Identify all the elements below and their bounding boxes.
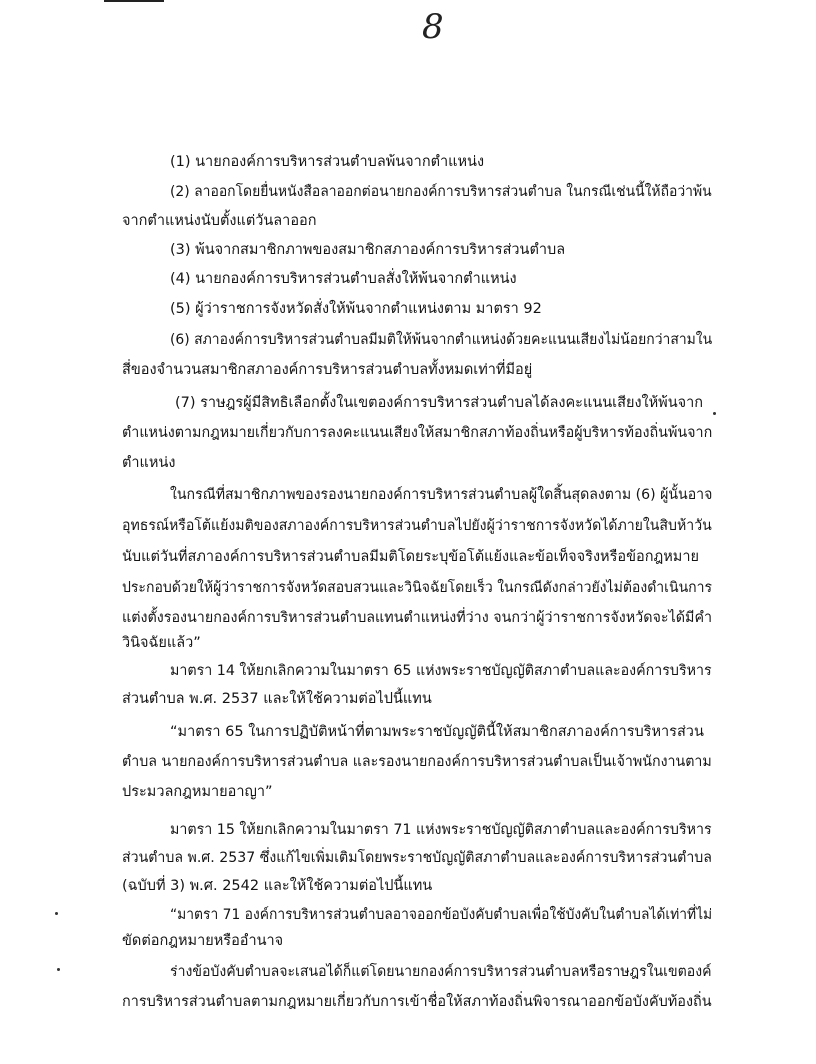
text-line: “มาตรา 65 ในการปฏิบัติหน้าที่ตามพระราชบัญญัตินี้ให้สมาชิกสภาองค์การบริหารส่วน	[170, 724, 704, 740]
text-line: (2) ลาออกโดยยื่นหนังสือลาออกต่อนายกองค์การบริหารส่วนตำบล ในกรณีเช่นนี้ให้ถือว่าพ้น	[170, 184, 712, 200]
text-line: วินิจฉัยแล้ว”	[122, 635, 201, 651]
scan-speck	[57, 968, 60, 971]
text-line: ในกรณีที่สมาชิกภาพของรองนายกองค์การบริหารส่วนตำบลผู้ใดสิ้นสุดลงตาม (6) ผู้นั้นอาจ	[170, 487, 713, 503]
text-line: ประกอบด้วยให้ผู้ว่าราชการจังหวัดสอบสวนและวินิจฉัยโดยเร็ว ในกรณีดังกล่าวยังไม่ต้องดำเนินการ	[122, 580, 713, 596]
text-line: (1) นายกองค์การบริหารส่วนตำบลพ้นจากตำแหน่ง	[170, 154, 485, 170]
scan-speck	[713, 412, 716, 415]
text-line: (7) ราษฎรผู้มีสิทธิเลือกตั้งในเขตองค์การบริหารส่วนตำบลได้ลงคะแนนเสียงให้พ้นจาก	[175, 395, 704, 411]
text-line: นับแต่วันที่สภาองค์การบริหารส่วนตำบลมีมติโดยระบุข้อโต้แย้งและข้อเท็จจริงหรือข้อกฎหมาย	[122, 549, 699, 565]
text-line: การบริหารส่วนตำบลตามกฎหมายเกี่ยวกับการเข้าชื่อให้สภาท้องถิ่นพิจารณาออกข้อบังคับท้องถิ่น	[122, 994, 712, 1010]
text-line: (3) พ้นจากสมาชิกภาพของสมาชิกสภาองค์การบริหารส่วนตำบล	[170, 242, 566, 258]
text-line: จากตำแหน่งนับตั้งแต่วันลาออก	[122, 213, 317, 229]
top-rule	[104, 0, 164, 2]
text-line: อุทธรณ์หรือโต้แย้งมติของสภาองค์การบริหารส่วนตำบลไปยังผู้ว่าราชการจังหวัดได้ภายในสิบห้าวัน	[122, 518, 712, 534]
text-line: ประมวลกฎหมายอาญา”	[122, 784, 273, 800]
text-line: มาตรา 14 ให้ยกเลิกความในมาตรา 65 แห่งพระราชบัญญัติสภาตำบลและองค์การบริหาร	[170, 663, 712, 679]
text-line: (4) นายกองค์การบริหารส่วนตำบลสั่งให้พ้นจากตำแหน่ง	[170, 271, 517, 287]
scan-speck	[55, 912, 58, 915]
text-line: ส่วนตำบล พ.ศ. 2537 ซึ่งแก้ไขเพิ่มเติมโดยพระราชบัญญัติสภาตำบลและองค์การบริหารส่วนตำบล	[122, 850, 712, 866]
text-line: ส่วนตำบล พ.ศ. 2537 และให้ใช้ความต่อไปนี้แทน	[122, 691, 432, 707]
text-line: แต่งตั้งรองนายกองค์การบริหารส่วนตำบลแทนตำแหน่งที่ว่าง จนกว่าผู้ว่าราชการจังหวัดจะได้มีคำ	[122, 610, 713, 626]
text-line: (ฉบับที่ 3) พ.ศ. 2542 และให้ใช้ความต่อไปนี้แทน	[122, 878, 433, 894]
text-line: (6) สภาองค์การบริหารส่วนตำบลมีมติให้พ้นจากตำแหน่งด้วยคะแนนเสียงไม่น้อยกว่าสามใน	[170, 332, 713, 348]
text-line: (5) ผู้ว่าราชการจังหวัดสั่งให้พ้นจากตำแหน่งตาม มาตรา 92	[170, 301, 542, 317]
text-line: ร่างข้อบังคับตำบลจะเสนอได้ก็แต่โดยนายกองค์การบริหารส่วนตำบลหรือราษฎรในเขตองค์	[170, 964, 712, 980]
text-line: ตำแหน่งตามกฎหมายเกี่ยวกับการลงคะแนนเสียงให้สมาชิกสภาท้องถิ่นหรือผู้บริหารท้องถิ่นพ้นจาก	[122, 425, 713, 441]
text-line: ตำแหน่ง	[122, 455, 176, 471]
text-line: สี่ของจำนวนสมาชิกสภาองค์การบริหารส่วนตำบลทั้งหมดเท่าที่มีอยู่	[122, 362, 533, 378]
text-line: ตำบล นายกองค์การบริหารส่วนตำบล และรองนายกองค์การบริหารส่วนตำบลเป็นเจ้าพนักงานตาม	[122, 754, 712, 770]
text-line: มาตรา 15 ให้ยกเลิกความในมาตรา 71 แห่งพระราชบัญญัติสภาตำบลและองค์การบริหาร	[170, 822, 712, 838]
text-line: ขัดต่อกฎหมายหรืออำนาจ	[122, 933, 284, 949]
text-line: “มาตรา 71 องค์การบริหารส่วนตำบลอาจออกข้อบังคับตำบลเพื่อใช้บังคับในตำบลได้เท่าที่ไม่	[170, 907, 713, 923]
page-number: 8	[422, 7, 444, 47]
